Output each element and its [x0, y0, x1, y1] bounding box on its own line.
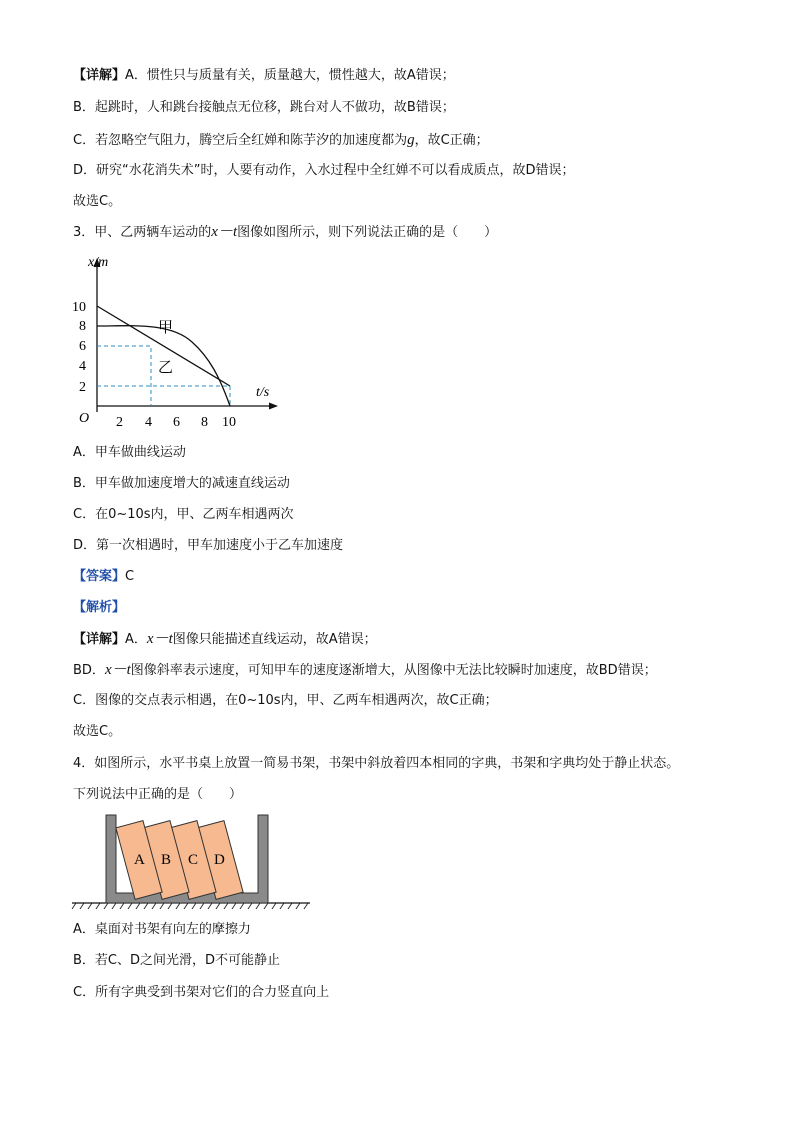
- x-axis-arrow: [269, 403, 278, 410]
- y-tick: 8: [79, 319, 86, 334]
- x-tick: 4: [145, 415, 152, 430]
- q3-detail-a: [73, 629, 377, 650]
- detail-text: C．若忽略空气阻力，腾空后全红婵和陈芋汐的加速度都为: [73, 133, 408, 148]
- detail-tag: 【详解】: [73, 632, 126, 647]
- math-symbol: x－t: [104, 662, 131, 678]
- y-tick: 4: [79, 359, 86, 374]
- answer-value: C: [125, 569, 135, 584]
- detail-text: ，故C正确；: [414, 133, 489, 148]
- q4-stem-line1: 4．如图所示，水平书桌上放置一简易书架，书架中斜放着四本相同的字典，书架和字典均处于静止状态。: [73, 756, 680, 771]
- math-symbol: x－t: [146, 631, 173, 647]
- x-axis-label: t/s: [256, 385, 270, 400]
- x-tick: 8: [201, 415, 208, 430]
- detail-text: BD．: [73, 663, 105, 678]
- answer-tag: 【答案】: [73, 569, 126, 584]
- q4-stem-line2: 下列说法中正确的是（ ）: [73, 787, 243, 802]
- detail-tag: 【详解】: [73, 68, 126, 83]
- book-label-d: D: [214, 852, 225, 868]
- q3-detail-c: C．图像的交点表示相遇，在0~10s内，甲、乙两车相遇两次，故C正确；: [73, 693, 498, 708]
- q3-answer: [73, 567, 134, 587]
- prev-detail-c: [73, 130, 489, 151]
- book-label-c: C: [188, 852, 199, 868]
- origin-label: O: [79, 411, 90, 426]
- y-tick: 2: [79, 380, 86, 395]
- prev-detail-d: D．研究“水花消失术”时，人要有动作，入水过程中全红婵不可以看成质点，故D错误；: [73, 163, 575, 178]
- y-tick: 6: [79, 339, 86, 354]
- q3-option-b: B．甲车做加速度增大的减速直线运动: [73, 476, 290, 491]
- q4-option-c: C．所有字典受到书架对它们的合力竖直向上: [73, 985, 330, 1000]
- stem-text: 3．甲、乙两辆车运动的: [73, 225, 212, 240]
- math-symbol: g: [407, 132, 415, 148]
- x-tick: 2: [116, 415, 123, 430]
- q3-detail-bd: [73, 660, 657, 681]
- q3-choose: 故选C。: [73, 724, 122, 739]
- y-axis-label: x/m: [88, 255, 109, 270]
- detail-text: A．惯性只与质量有关，质量越大，惯性越大，故A错误；: [125, 68, 455, 83]
- q3-option-c: C．在0~10s内，甲、乙两车相遇两次: [73, 507, 294, 522]
- stem-text: 图像如图所示，则下列说法正确的是（ ）: [237, 225, 498, 240]
- q3-xt-graph: [70, 250, 290, 435]
- analysis-tag: 【解析】: [73, 600, 126, 615]
- dashed-guide-6m: [97, 346, 151, 406]
- curve-label-yi: 乙: [158, 360, 174, 376]
- q3-analysis-tag: [73, 598, 125, 618]
- math-symbol: x－t: [211, 224, 238, 240]
- curve-label-jia: 甲: [158, 320, 174, 336]
- q4-option-b: B．若C、D之间光滑，D不可能静止: [73, 953, 281, 968]
- book-label-b: B: [161, 852, 172, 868]
- book-label-a: A: [134, 852, 145, 868]
- x-tick: 10: [222, 415, 236, 430]
- x-tick: 6: [173, 415, 180, 430]
- q3-option-a: A．甲车做曲线运动: [73, 445, 186, 460]
- y-tick: 10: [72, 300, 86, 315]
- prev-detail-b: B．起跳时，人和跳台接触点无位移，跳台对人不做功，故B错误；: [73, 100, 455, 115]
- prev-detail-a: [73, 66, 455, 86]
- q3-option-d: D．第一次相遇时，甲车加速度小于乙车加速度: [73, 538, 344, 553]
- q3-stem: [73, 222, 497, 243]
- dashed-guide-2m: [97, 386, 230, 406]
- q4-option-a: A．桌面对书架有向左的摩擦力: [73, 922, 251, 937]
- q4-bookshelf-figure: [70, 810, 320, 915]
- table-hatching: [72, 903, 308, 909]
- detail-text: 图像只能描述直线运动，故A错误；: [172, 632, 377, 647]
- detail-text: A．: [125, 632, 147, 647]
- prev-choose: 故选C。: [73, 194, 122, 209]
- detail-text: 图像斜率表示速度，可知甲车的速度逐渐增大，从图像中无法比较瞬时加速度，故BD错误；: [130, 663, 657, 678]
